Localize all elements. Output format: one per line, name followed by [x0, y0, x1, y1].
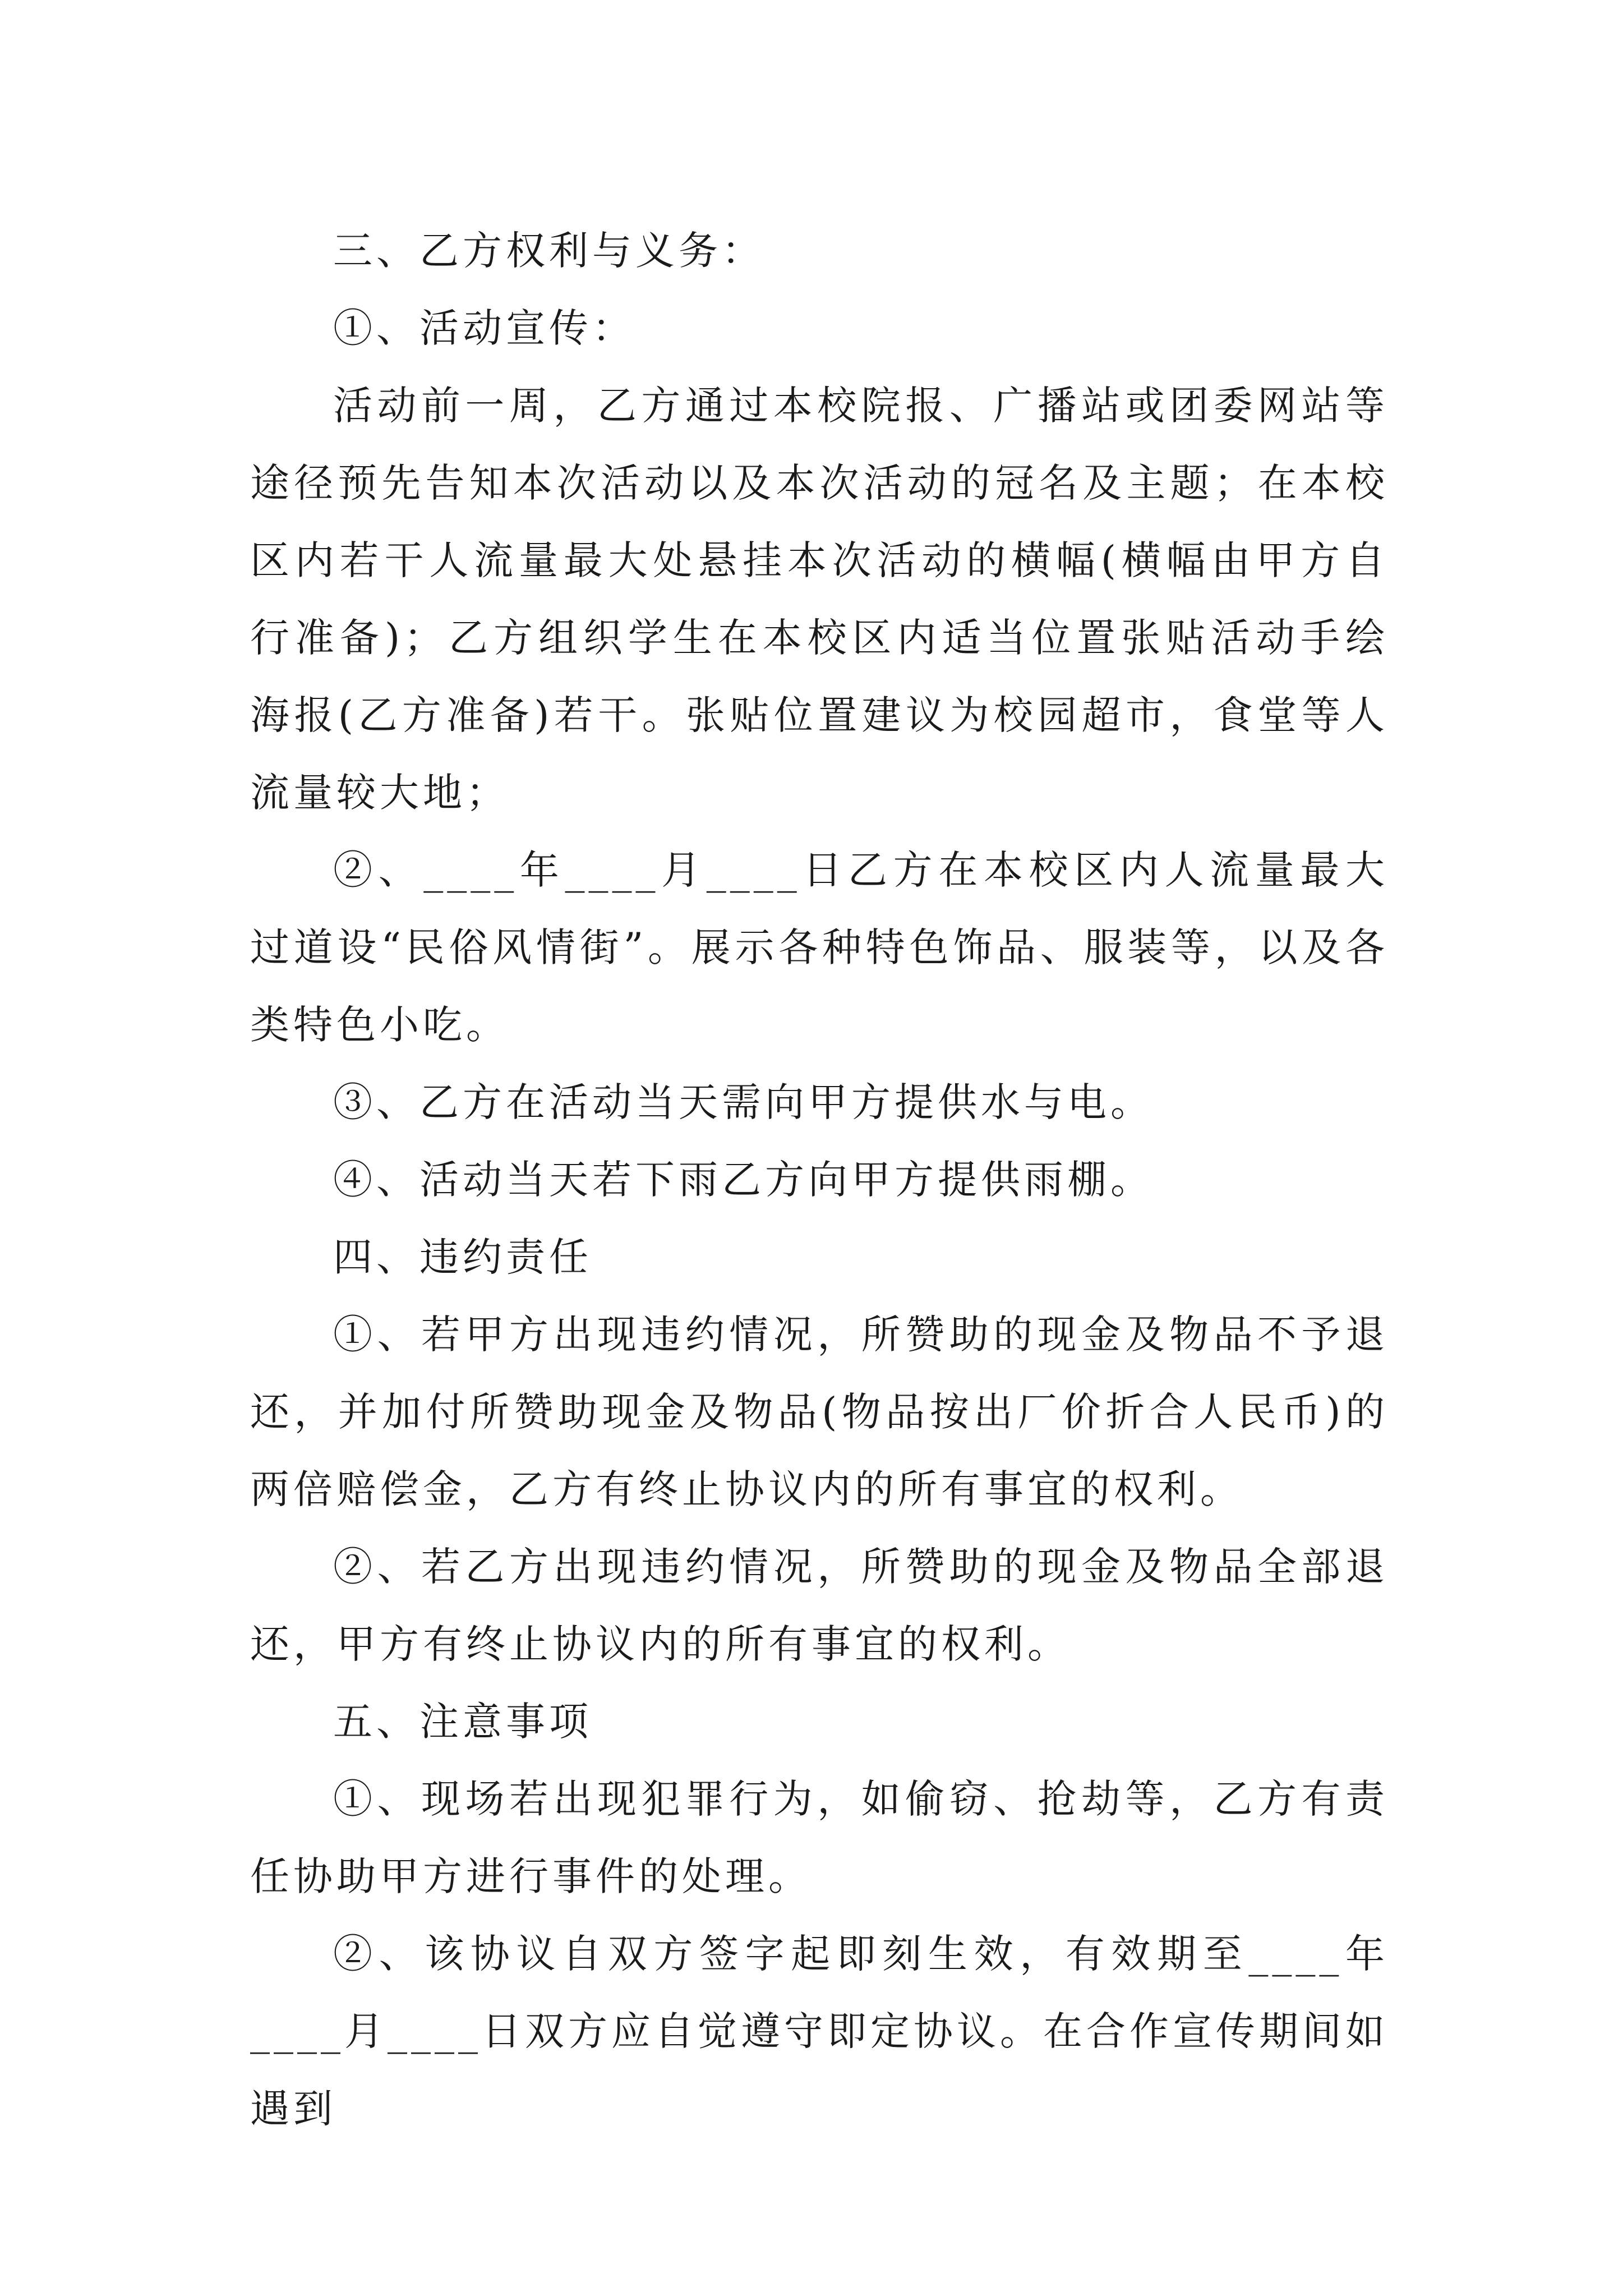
section-heading-breach-liability: 四、违约责任 [333, 1234, 592, 1280]
clause-rain-shelter: ④、活动当天若下雨乙方向甲方提供雨棚。 [333, 1157, 1154, 1203]
clause-yifang-breach: ②、若乙方出现违约情况，所赞助的现金及物品全部退还，甲方有终止协议内的所有事宜的权利。 [250, 1544, 1389, 1667]
section-heading-notes: 五、注意事项 [333, 1699, 592, 1745]
clause-jiafang-breach: ①、若甲方出现违约情况，所赞助的现金及物品不予退还，并加付所赞助现金及物品(物品按出厂价折合人民币)的两倍赔偿金，乙方有终止协议内的所有事宜的权利。 [250, 1312, 1389, 1512]
clause-water-electricity: ③、乙方在活动当天需向甲方提供水与电。 [333, 1079, 1154, 1125]
clause-activity-promotion-title: ①、活动宣传： [333, 305, 635, 351]
document-body [250, 212, 1389, 2147]
clause-agreement-validity: ②、该协议自双方签字起即刻生效，有效期至____年____月____日双方应自觉遵守即定协议。在合作宣传期间如遇到 [250, 1931, 1389, 2132]
clause-activity-promotion-body: 活动前一周，乙方通过本校院报、广播站或团委网站等途径预先告知本次活动以及本次活动的冠名及主题；在本校区内若干人流量最大处悬挂本次活动的横幅(横幅由甲方自行准备)；乙方组织学生在本校区内适当位置张贴活动手绘海报(乙方准备)若干。张贴位置建议为校园超市，食堂等人流量较大地； [250, 383, 1389, 816]
clause-crime-handling: ①、现场若出现犯罪行为，如偷窃、抢劫等，乙方有责任协助甲方进行事件的处理。 [250, 1776, 1389, 1899]
clause-folk-street: ②、____年____月____日乙方在本校区内人流量最大过道设“民俗风情街”。展示各种特色饰品、服装等，以及各类特色小吃。 [250, 847, 1389, 1048]
section-heading-yifang-rights: 三、乙方权利与义务： [333, 228, 765, 274]
